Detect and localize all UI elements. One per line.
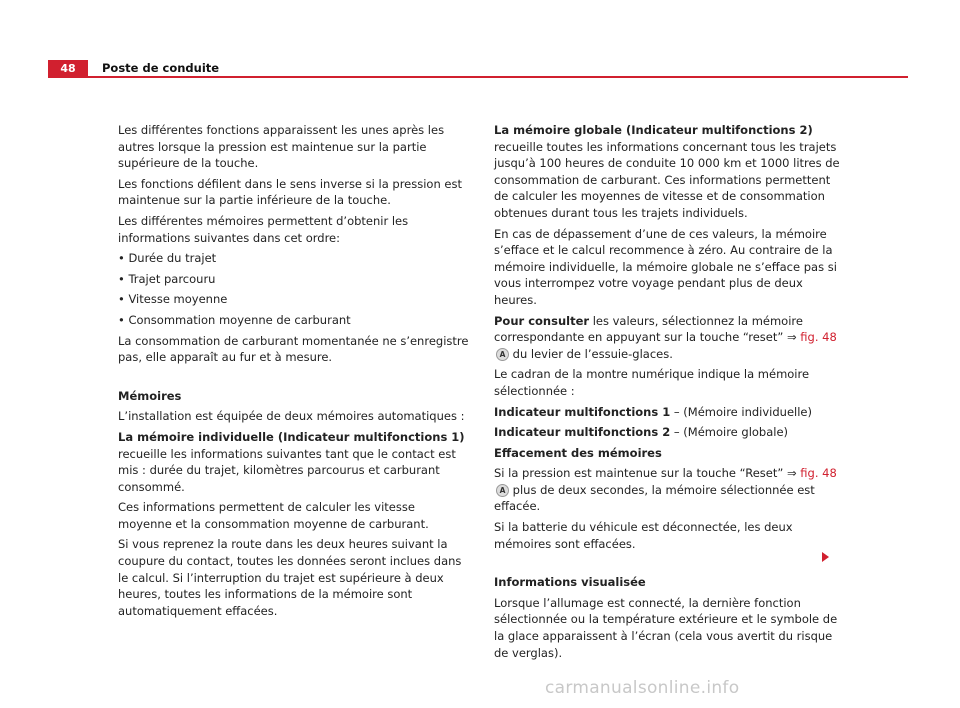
watermark: carmanualsonline.info bbox=[545, 678, 740, 698]
bullet-item: • Trajet parcouru bbox=[118, 271, 216, 286]
paragraph: L’installation est équipée de deux mémoires automatiques : bbox=[118, 409, 465, 424]
continue-arrow-icon bbox=[822, 552, 829, 562]
paragraph: Les différentes fonctions apparaissent les unes après les autres lorsque la pression est maintenue sur la partie supérieure de la touche. bbox=[118, 123, 445, 171]
paragraph: Le cadran de la montre numérique indique la mémoire sélectionnée : bbox=[494, 367, 810, 398]
figure-link[interactable]: fig. 48 bbox=[796, 330, 837, 345]
paragraph bbox=[494, 313, 846, 363]
paragraph bbox=[494, 424, 846, 441]
text: recueille toutes les informations concernant tous les trajets jusqu’à 100 heures de conduite 10 000 km et 1000 litres de consommation de carburant. Ces informations permettent de calculer les moyennes de vitesse et de consommation obtenues durant tous les trajets individuels. bbox=[494, 139, 840, 220]
text: les valeurs, sélectionnez la mémoire correspondante en appuyant sur la touche “reset” bbox=[494, 313, 803, 345]
bold-term: La mémoire globale (Indicateur multifonctions 2) bbox=[494, 123, 813, 137]
text: du levier de l’essuie-glaces. bbox=[509, 346, 673, 361]
text: – (Mémoire globale) bbox=[670, 425, 789, 440]
text: plus de deux secondes, la mémoire sélectionnée est effacée. bbox=[494, 482, 815, 514]
left-column bbox=[118, 122, 470, 623]
paragraph bbox=[494, 122, 846, 222]
arrow-icon: ⇒ bbox=[787, 466, 797, 481]
header-rule bbox=[48, 76, 908, 78]
paragraph: Si la batterie du véhicule est déconnectée, les deux mémoires sont effacées. bbox=[494, 520, 793, 551]
paragraph: En cas de dépassement d’une de ces valeurs, la mémoire s’efface et le calcul recommence à zéro. Au contraire de la mémoire individuelle, la mémoire globale ne s’efface pas si vous interrompez votre voyage pendant plus de deux heures. bbox=[494, 226, 837, 307]
paragraph: Si vous reprenez la route dans les deux heures suivant la coupure du contact, toutes les données seront inclues dans le calcul. Si l’interruption du trajet est supérieure à deux heures, toutes les informations de la mémoire sont automatiquement effacées. bbox=[118, 537, 462, 618]
paragraph: Lorsque l’allumage est connecté, la dernière fonction sélectionnée ou la température extérieure et le symbole de la glace apparaissent à l’écran (cela vous avertit du risque de verglas). bbox=[494, 595, 838, 660]
text: – (Mémoire individuelle) bbox=[670, 404, 812, 419]
bullet-item: • Consommation moyenne de carburant bbox=[118, 312, 351, 327]
heading-informations: Informations visualisée bbox=[494, 575, 646, 590]
callout-a-icon: A bbox=[496, 348, 509, 361]
bullet-item: • Durée du trajet bbox=[118, 251, 217, 266]
bold-term: Pour consulter bbox=[494, 313, 590, 328]
text: Si la pression est maintenue sur la touche “Reset” bbox=[494, 466, 787, 481]
paragraph: La consommation de carburant momentanée ne s’enregistre pas, elle apparaît au fur et à mesure. bbox=[118, 333, 469, 365]
bold-term: Indicateur multifonctions 2 bbox=[494, 425, 671, 440]
figure-link[interactable]: fig. 48 bbox=[796, 466, 837, 481]
paragraph: Les différentes mémoires permettent d’obtenir les informations suivantes dans cet ordre: bbox=[118, 213, 409, 245]
bold-term: La mémoire individuelle (Indicateur multifonctions 1) bbox=[118, 429, 465, 444]
paragraph bbox=[494, 404, 846, 421]
heading-effacement: Effacement des mémoires bbox=[494, 445, 662, 460]
text: recueille les informations suivantes tant que le contact est mis : durée du trajet, kilomètres parcourus et carburant consommé. bbox=[118, 446, 456, 494]
heading-memoires: Mémoires bbox=[118, 388, 182, 403]
paragraph bbox=[118, 429, 470, 495]
right-column bbox=[494, 122, 846, 665]
bold-term: Indicateur multifonctions 1 bbox=[494, 404, 671, 419]
arrow-icon: ⇒ bbox=[787, 330, 797, 345]
paragraph bbox=[494, 465, 846, 515]
section-title: Poste de conduite bbox=[102, 61, 220, 75]
bullet-item: • Vitesse moyenne bbox=[118, 292, 228, 307]
paragraph: Ces informations permettent de calculer les vitesse moyenne et la consommation moyenne de carburant. bbox=[118, 500, 429, 531]
page-number: 48 bbox=[48, 60, 88, 77]
callout-a-icon: A bbox=[496, 484, 509, 497]
paragraph: Les fonctions défilent dans le sens inverse si la pression est maintenue sur la partie inférieure de la touche. bbox=[118, 176, 462, 208]
